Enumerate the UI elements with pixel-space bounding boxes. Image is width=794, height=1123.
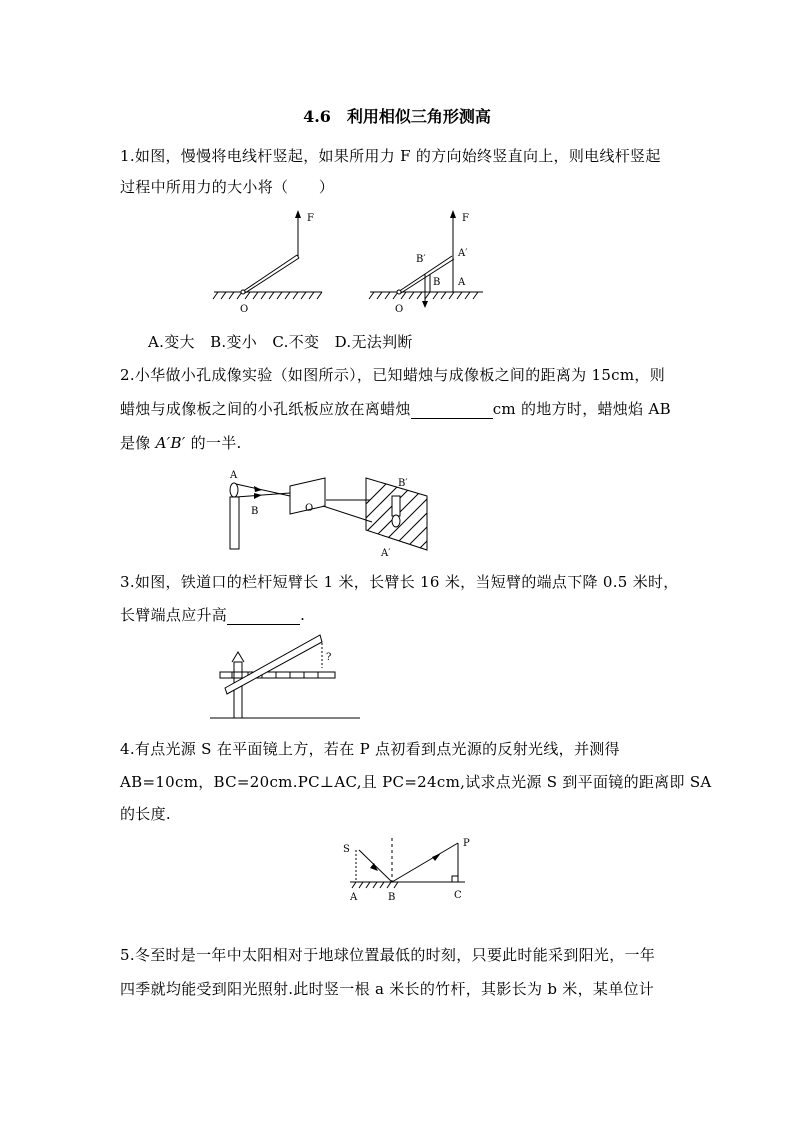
label-B-prime: B′ <box>416 254 426 265</box>
q4-text-line2: AB=10cm，BC=20cm.PC⊥AC,且 PC=24cm,试求点光源 S 到平面镜的距离即 SA <box>120 773 712 791</box>
ground-hatch <box>369 292 478 299</box>
q2-line3-end: 的一半. <box>185 434 242 452</box>
q3-line2-end: . <box>300 606 306 624</box>
q2-answer-blank <box>411 400 493 419</box>
barrier-arm <box>225 635 322 694</box>
label-B: B <box>251 506 259 517</box>
q3-text-line1: 3.如图，铁道口的栏杆短臂长 1 米，长臂长 16 米，当短臂的端点下降 0.5 米时， <box>120 573 679 591</box>
q5-text-line1: 5.冬至时是一年中太阳相对于地球位置最低的时刻，只要此时能采到阳光，一年 <box>120 946 656 964</box>
label-O: O <box>240 304 249 315</box>
candle-body <box>230 497 239 549</box>
ground-hatch <box>213 292 322 299</box>
pole <box>242 255 299 293</box>
force-arrow-icon <box>450 210 456 218</box>
reflected-arrow-icon <box>432 853 441 861</box>
q4-figure <box>335 830 490 905</box>
q1-figure-right <box>365 205 490 320</box>
q2-text-line3 <box>120 432 242 453</box>
label-O: O <box>395 304 404 315</box>
page-title: 4.6 利用相似三角形测高 <box>303 107 491 126</box>
label-C: C <box>454 890 462 901</box>
label-B: B <box>388 892 396 903</box>
force-arrow-icon <box>295 210 301 218</box>
q3-figure <box>205 630 365 725</box>
q2-line2-end: cm 的地方时，蜡烛焰 AB <box>492 400 671 418</box>
ray-bottom <box>236 493 290 497</box>
q1-text-line1: 1.如图，慢慢将电线杆竖起，如果所用力 F 的方向始终竖直向上，则电线杆竖起 <box>120 147 661 165</box>
inverted-candle <box>392 496 400 527</box>
label-B-prime: B′ <box>398 478 408 489</box>
q2-figure <box>220 465 445 560</box>
pivot-point <box>241 290 245 294</box>
ray-out-2 <box>323 506 372 522</box>
label-O: O <box>305 503 314 514</box>
q3-line2-start: 长臂端点应升高 <box>120 606 228 624</box>
q2-text-line2 <box>120 398 671 419</box>
reflected-ray <box>392 843 458 882</box>
label-B: B <box>433 277 441 288</box>
q4-text-line3: 的长度. <box>120 805 171 823</box>
pivot-point <box>397 290 401 294</box>
q3-answer-blank <box>227 606 300 625</box>
q2-line3-start: 是像 <box>120 434 156 452</box>
ray-top <box>236 484 290 496</box>
label-P: P <box>463 838 470 849</box>
pole <box>398 256 454 293</box>
q5-text-line2: 四季就均能受到阳光照射.此时竖一根 a 米长的竹杆，其影长为 b 米，某单位计 <box>120 980 655 998</box>
post-top <box>232 652 244 662</box>
label-F: F <box>307 213 314 224</box>
label-F: F <box>462 213 469 224</box>
q2-image-label: A′B′ <box>155 434 186 452</box>
label-A: A <box>350 892 358 903</box>
candle-flame <box>230 483 238 497</box>
label-A: A <box>230 470 238 481</box>
mirror-hatch <box>352 882 398 888</box>
q2-text-line1: 2.小华做小孔成像实验（如图所示），已知蜡烛与成像板之间的距离为 15cm，则 <box>120 366 665 384</box>
q2-line2-start: 蜡烛与成像板之间的小孔纸板应放在离蜡烛 <box>120 400 411 418</box>
q1-text-line2: 过程中所用力的大小将（ ） <box>120 178 335 196</box>
q1-options: A.变大 B.变小 C.不变 D.无法判断 <box>148 333 413 351</box>
gravity-arrow-icon <box>422 301 428 308</box>
label-question: ? <box>326 652 332 663</box>
label-A: A <box>458 277 466 288</box>
q3-text-line2 <box>120 604 305 625</box>
q4-text-line1: 4.有点光源 S 在平面镜上方，若在 P 点初看到点光源的反射光线，并测得 <box>120 740 620 758</box>
q1-figure-left <box>205 205 335 320</box>
label-A-prime: A′ <box>381 548 391 559</box>
right-angle-mark <box>452 876 458 882</box>
label-A-prime: A′ <box>458 248 468 259</box>
label-S: S <box>343 844 350 855</box>
